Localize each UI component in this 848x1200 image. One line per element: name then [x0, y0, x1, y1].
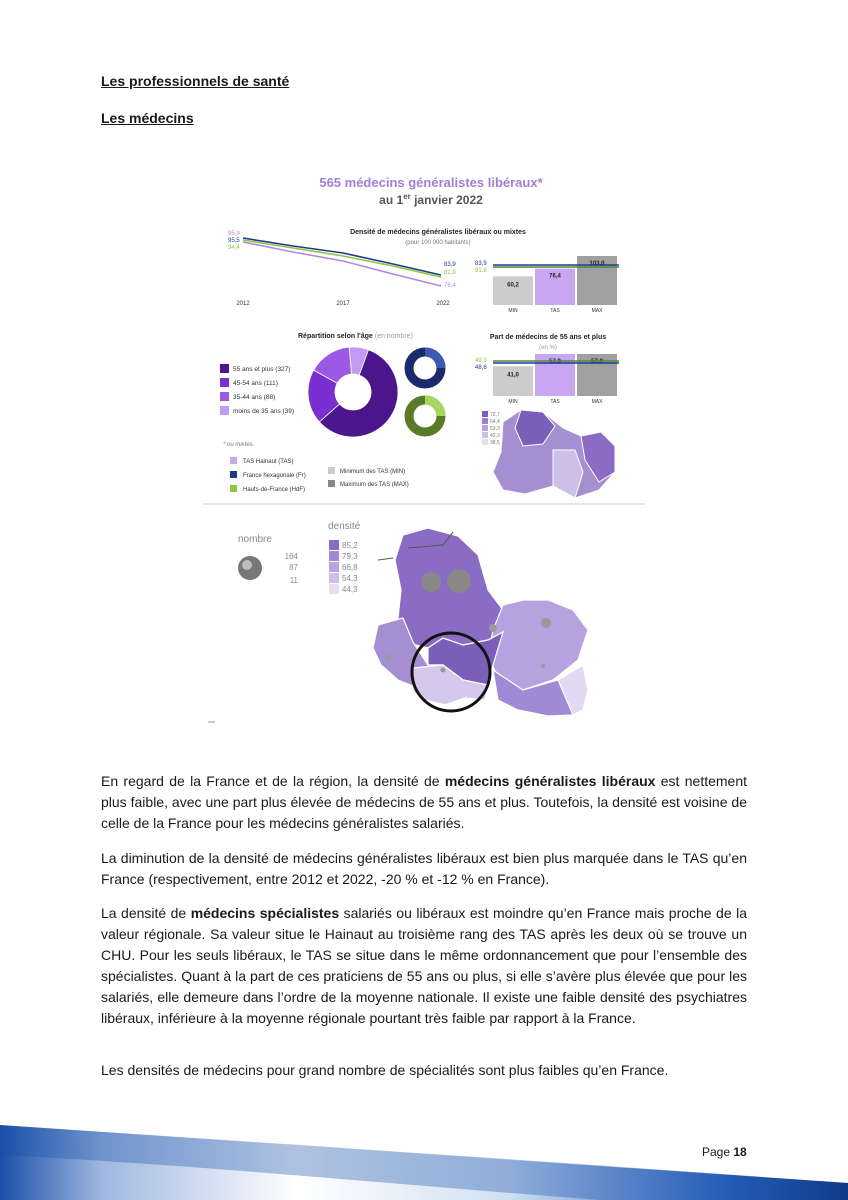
- small-map-legend-value-0: 72,7: [490, 412, 500, 418]
- densite-legend-swatch-4: [329, 584, 339, 594]
- age55-value-min: 41,0: [507, 372, 519, 379]
- density-label-min: MIN: [508, 308, 518, 314]
- paragraph-3: La densité de médecins spécialistes salariés ou libéraux est moindre qu’en France mais proche de la valeur régionale. Sa valeur situe le Hainaut au troisième rang des TAS après les deux où se trouve un CHU. Pour les seuls libéraux, le TAS se situe dans le même ordonnancement que pour l’ensemble des spécialistes. Quant à la part de ces praticiens de 55 ans ou plus, si elle s’avère plus élevée que pour les salariés, elle demeure dans l’ordre de la moyenne nationale. Il existe une faible densité des psychiatres libéraux, inférieure à la moyenne régionale pourtant très faible par rapport à la France.: [101, 905, 747, 1026]
- small-map-legend-value-2: 53,3: [490, 426, 500, 432]
- map-bubble-1: [421, 572, 441, 592]
- densite-title: densité: [328, 521, 361, 532]
- small-map-legend-value-3: 42,3: [490, 433, 500, 439]
- map-bubble-4: [489, 624, 497, 632]
- minmax-ref-fr: 83,9: [475, 261, 487, 267]
- map-bubble-2: [447, 569, 471, 593]
- paragraph-4: Les densités de médecins pour grand nombre de spécialités sont plus faibles qu’en France.: [101, 1062, 669, 1078]
- density-minmax-chart: [475, 256, 619, 314]
- map-bubble-7: [541, 664, 545, 668]
- legend-fr: France hexagonale (Fr): [243, 473, 306, 479]
- small-map-legend-swatch-2: [482, 425, 488, 431]
- age55-bar-min: [493, 366, 533, 396]
- legend-min: Minimum des TAS (MIN): [340, 469, 406, 475]
- legend-hdf: Hauts-de-France (HdF): [243, 487, 306, 493]
- age55-value-tas: 57,9: [549, 359, 561, 365]
- densite-legend-swatch-2: [329, 562, 339, 572]
- density-label-tas: TAS: [550, 308, 560, 314]
- densite-legend-value-4: 44,3: [342, 585, 358, 594]
- x-tick-2022: 2022: [436, 301, 450, 307]
- small-map-legend-swatch-0: [482, 411, 488, 417]
- legend-swatch-max: [328, 480, 335, 487]
- age-legend-swatch-0: [220, 364, 229, 373]
- legend-swatch-min: [328, 467, 335, 474]
- figure-note: * ou mixtes.: [223, 442, 255, 448]
- density-value-min: 60,2: [507, 282, 519, 289]
- age-legend-label-1: 45-54 ans (111): [233, 380, 278, 387]
- age-legend-swatch-2: [220, 392, 229, 401]
- minmax-ref-hdf: 81,8: [475, 268, 487, 274]
- legend-swatch-hdf: [230, 485, 237, 492]
- nombre-value-87: 87: [289, 563, 298, 572]
- density-value-tas: 76,4: [549, 273, 561, 280]
- nombre-value-164: 164: [284, 552, 298, 561]
- map-bubble-5: [385, 654, 391, 660]
- page-number: Page 18: [702, 1145, 747, 1159]
- small-map-legend-value-4: 38,5: [490, 440, 500, 446]
- fr-end-label: 83,9: [444, 262, 456, 268]
- map-bubble-6: [441, 668, 446, 673]
- hdf-start-label: 94,4: [228, 245, 240, 251]
- densite-legend-swatch-3: [329, 573, 339, 583]
- paragraph-1: En regard de la France et de la région, la densité de médecins généralistes libéraux est nettement plus faible, avec une part plus élevée de médecins de 55 ans et plus. Toutefois, la densité est voisine de celle de la France pour les médecins généralistes salariés.: [101, 773, 748, 831]
- age55-chart-subtitle: (en %): [539, 345, 557, 351]
- densite-legend-swatch-0: [329, 540, 339, 550]
- age55-label-max: MAX: [591, 399, 603, 405]
- age55-label-tas: TAS: [550, 399, 560, 405]
- densite-legend-value-0: 85,2: [342, 541, 358, 550]
- legend-max: Maximum des TAS (MAX): [340, 482, 409, 488]
- tas-line: [243, 242, 441, 286]
- densite-legend-swatch-1: [329, 551, 339, 561]
- donut-hdf-slice: [425, 400, 441, 416]
- nombre-value-11: 11: [289, 576, 298, 585]
- age55-ref-fr: 48,6: [475, 365, 487, 371]
- age-legend-label-3: moins de 35 ans (39): [233, 408, 295, 415]
- paragraph-2: La diminution de la densité de médecins généralistes libéraux est bien plus marquée dans le TAS qu’en France (respectivement, entre 2012 et 2022, -20 % et -12 % en France).: [101, 850, 747, 887]
- age55-chart-title: Part de médecins de 55 ans et plus: [489, 334, 607, 341]
- figure-subtitle: au 1er janvier 2022: [379, 192, 483, 207]
- age-legend-label-0: 55 ans et plus (327): [233, 366, 291, 373]
- density-value-max: 103,0: [589, 261, 605, 267]
- densite-legend-value-3: 54,3: [342, 574, 358, 583]
- small-map-legend-swatch-4: [482, 439, 488, 445]
- donut-fr-slice: [425, 352, 441, 368]
- age-chart-title: Répartition selon l'âge (en nombre): [298, 333, 413, 340]
- nombre-bubble-highlight: [242, 560, 252, 570]
- fr-start-label: 95,5: [228, 238, 240, 244]
- section-heading: Les professionnels de santé: [101, 73, 290, 89]
- map-bubble-3: [541, 618, 551, 628]
- tas-start-label: 95,9: [228, 231, 240, 237]
- legend-swatch-fr: [230, 471, 237, 478]
- density-chart-subtitle: (pour 100 000 habitants): [405, 240, 471, 246]
- density-bar-min: [493, 276, 533, 305]
- age55-chart: [475, 334, 619, 405]
- legend-swatch-tas: [230, 457, 237, 464]
- age-legend-label-2: 35-44 ans (88): [233, 394, 276, 401]
- x-tick-2017: 2017: [336, 301, 350, 307]
- figure-title: 565 médecins généralistes libéraux*: [319, 175, 543, 190]
- age-legend-swatch-1: [220, 378, 229, 387]
- footer-band: [0, 1125, 848, 1200]
- age55-ref-hdf: 49,3: [475, 358, 487, 364]
- x-tick-2012: 2012: [236, 301, 250, 307]
- density-label-max: MAX: [591, 308, 603, 314]
- small-map: [482, 410, 615, 498]
- map-region-north: [395, 528, 503, 648]
- densite-legend-value-1: 79,3: [342, 552, 358, 561]
- figure-legend: [223, 442, 409, 493]
- hdf-end-label: 81,8: [444, 270, 456, 276]
- legend-tas: TAS Hainaut (TAS): [243, 459, 294, 465]
- big-map: [238, 521, 588, 716]
- age55-label-min: MIN: [508, 399, 518, 405]
- small-map-legend-swatch-3: [482, 432, 488, 438]
- tas-end-label: 76,4: [444, 283, 456, 289]
- age55-value-max: 57,9: [591, 359, 603, 365]
- age-legend-swatch-3: [220, 406, 229, 415]
- subsection-heading: Les médecins: [101, 110, 194, 126]
- nombre-title: nombre: [238, 534, 272, 545]
- density-chart-title: Densité de médecins généralistes libéraux ou mixtes: [350, 229, 526, 236]
- small-map-legend-value-1: 64,4: [490, 419, 500, 425]
- age-distribution: [220, 333, 441, 437]
- densite-legend-value-2: 66,8: [342, 563, 358, 572]
- infographic: [203, 160, 645, 730]
- small-map-legend-swatch-1: [482, 418, 488, 424]
